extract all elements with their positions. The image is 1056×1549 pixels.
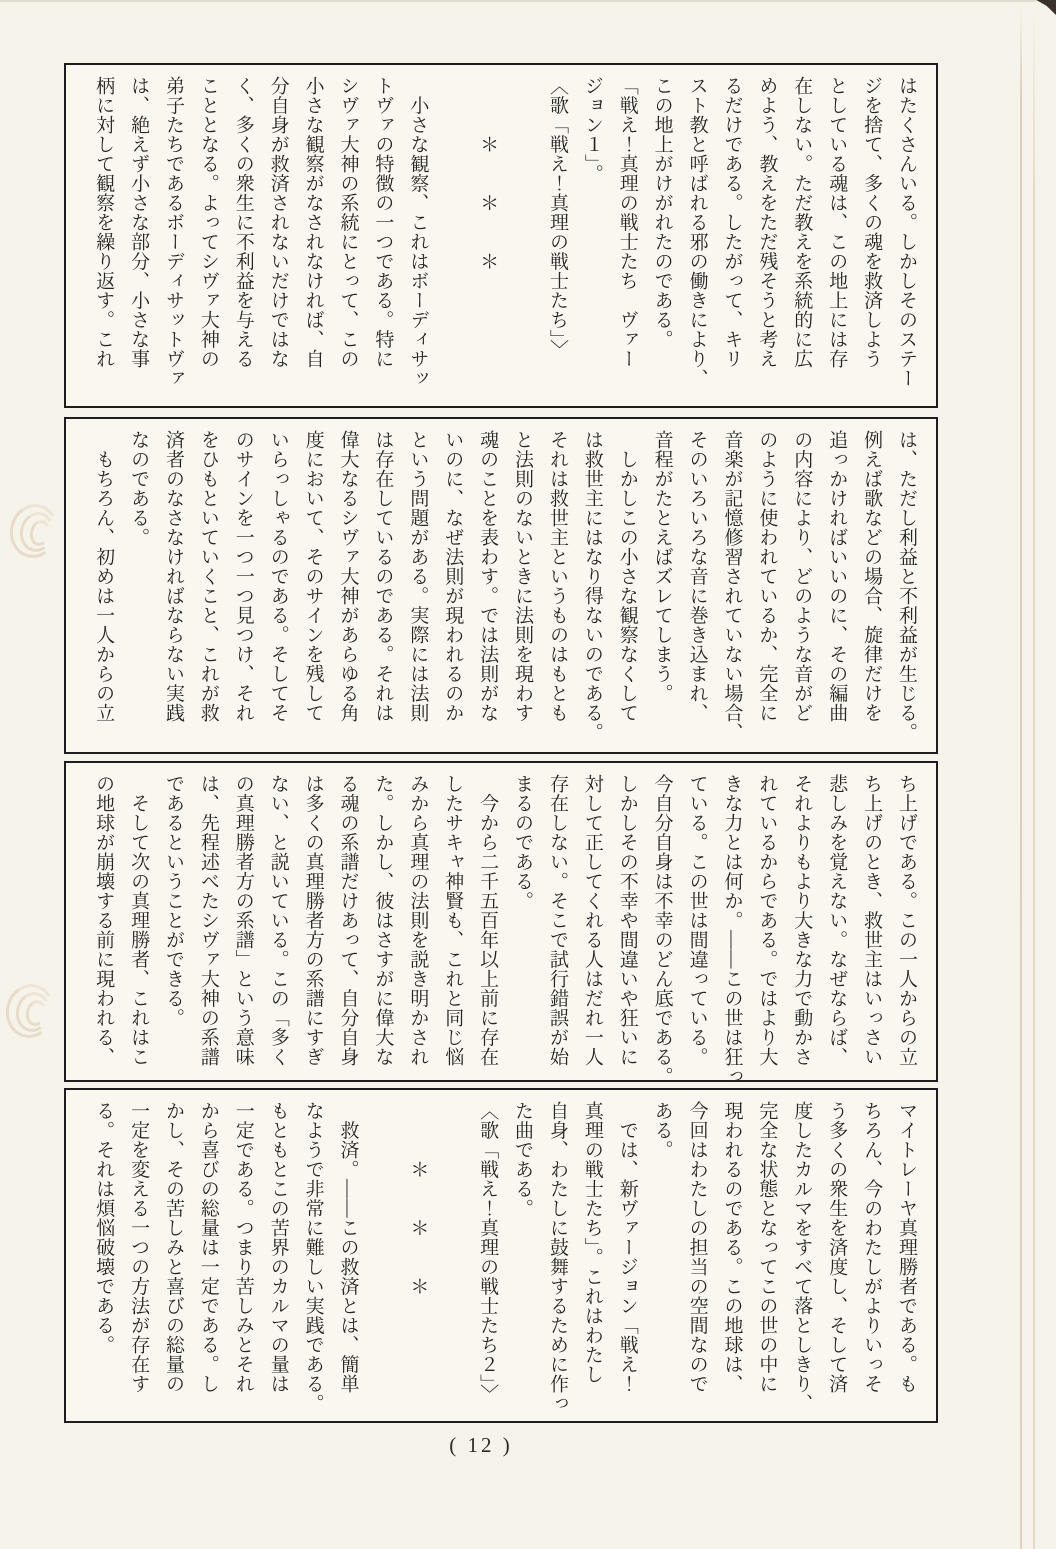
text-column: るだけである。したがって、キリ — [721, 76, 743, 369]
text-column: のように使われているか、完全に — [756, 430, 778, 723]
text-column: もともとこの苦界のカルマの量は — [267, 1101, 289, 1394]
text-column: ジを捨て、多くの魂を救済しよう — [861, 76, 883, 369]
text-column: スト教と呼ばれる邪の働きにより、 — [686, 76, 708, 388]
vertical-text-block — [66, 763, 936, 1086]
text-column: 現われるのである。この地球は、 — [721, 1101, 743, 1394]
text-column: ジョン１」。 — [581, 76, 603, 184]
text-column: ち上げのとき、救世主はいっさい — [861, 774, 883, 1067]
text-column: 度したカルマをすべて落としきり、 — [791, 1101, 813, 1413]
text-column: 小さな観察がなされなければ、自 — [302, 76, 324, 369]
text-column: きな力とは何か。――この世は狂っ — [721, 774, 743, 1086]
text-column: それは救世主というものはもとも — [546, 430, 568, 723]
text-column: ある。 — [651, 1101, 673, 1160]
text-column: る。それは煩悩破壊である。 — [93, 1101, 115, 1355]
text-column: のサインを一つ一つ見つけ、それ — [232, 430, 254, 723]
text-column: の地球が崩壊する前に現われる、 — [93, 774, 115, 1067]
text-column: シヴァ大神の系統にとって、この — [337, 76, 359, 369]
text-column: 済者のなさなければならない実践 — [162, 430, 184, 723]
text-column: ちろん、今のわたしがよりいっそ — [861, 1101, 883, 1394]
text-column: 〈歌「戦え！真理の戦士たち２」〉 — [477, 1101, 499, 1404]
text-column: 存在しない。そこで試行錯誤が始 — [546, 774, 568, 1067]
text-column: しかしその不幸や間違いや狂いに — [616, 774, 638, 1067]
text-column: 追っかければいいのに、その編曲 — [826, 430, 848, 723]
text-column: はたくさんいる。しかしそのステー — [896, 76, 917, 388]
text-column: 真理の戦士たち」。これはわたし — [581, 1101, 603, 1384]
text-column: こととなる。よってシヴァ大神の — [197, 76, 219, 369]
text-column: そして次の真理勝者、これはこ — [128, 774, 150, 1067]
vertical-text-block — [66, 1090, 936, 1421]
text-column: 今回はわたしの担当の空間なので — [686, 1101, 708, 1394]
text-column: 〈歌「戦え！真理の戦士たち」〉 — [546, 76, 568, 359]
text-column: なのである。 — [128, 430, 150, 547]
text-column: の内容により、どのような音がど — [791, 430, 813, 723]
text-column: と法則のないときに法則を現わす — [512, 430, 534, 723]
text-section-1 — [64, 63, 938, 408]
page-edge-line — [1020, 6, 1022, 1549]
text-column: る魂の系譜だけあって、自分自身 — [337, 774, 359, 1067]
text-column: 偉大なるシヴァ大神があらゆる角 — [337, 430, 359, 723]
text-column: 「戦え！真理の戦士たち ヴァー — [616, 76, 638, 369]
text-column: という問題がある。実際には法則 — [407, 430, 429, 723]
text-column: ＊ ＊ ＊ — [477, 76, 499, 271]
text-column: であるということができる。 — [162, 774, 184, 1028]
text-column: 救済。――この救済とは、簡単 — [337, 1101, 359, 1394]
text-column: したサキャ神賢も、これと同じ悩 — [442, 774, 464, 1067]
text-column: いらっしゃるのである。そしてそ — [267, 430, 289, 723]
text-column: なようで非常に難しい実践である。 — [302, 1101, 324, 1413]
text-column: は多くの真理勝者方の系譜にすぎ — [302, 774, 324, 1067]
binding-hole-mark — [4, 980, 56, 1042]
text-column: トヴァの特徴の一つである。特に — [372, 76, 394, 369]
text-column: 小さな観察、これはボーディサッ — [407, 76, 429, 388]
text-column: では、新ヴァージョン「戦え！ — [616, 1101, 638, 1394]
text-column: 今自分自身は不幸のどん底である。 — [651, 774, 673, 1086]
text-column: 今から二千五百年以上前に存在 — [477, 774, 499, 1067]
text-column: の真理勝者方の系譜」という意味 — [232, 774, 254, 1067]
text-section-2 — [64, 417, 938, 754]
text-column: う多くの衆生を済度し、そして済 — [826, 1101, 848, 1394]
text-column: みから真理の法則を説き明かされ — [407, 774, 429, 1067]
text-column: 音程がたとえばズレてしまう。 — [651, 430, 673, 703]
vertical-text-block — [66, 419, 936, 752]
text-column: れているからである。ではより大 — [756, 774, 778, 1067]
text-column — [434, 76, 469, 400]
text-column: ない、と説いている。この「多く — [267, 774, 289, 1067]
scan-corner-shadow — [1032, 0, 1056, 15]
vertical-text-block — [66, 65, 936, 406]
text-column: 柄に対して観察を繰り返す。これ — [93, 76, 115, 369]
text-column: 弟子たちであるボーディサットヴァ — [162, 76, 184, 388]
text-column: は、先程述べたシヴァ大神の系譜 — [197, 774, 219, 1067]
text-column: から喜びの総量は一定である。し — [197, 1101, 219, 1394]
text-column: 完全な状態となってこの世の中に — [756, 1101, 778, 1394]
text-section-4 — [64, 1088, 938, 1423]
text-column: 音楽が記憶修習されていない場合、 — [721, 430, 743, 742]
text-column: ている。この世は間違っている。 — [686, 774, 708, 1067]
text-column — [504, 76, 539, 400]
text-column: ち上げである。この一人からの立 — [896, 774, 917, 1067]
text-column: は、ただし利益と不利益が生じる。 — [896, 430, 917, 742]
text-column: は、絶えず小さな部分、小さな事 — [128, 76, 150, 369]
text-column: は救世主にはなり得ないのである。 — [581, 430, 603, 742]
text-column: をひもといていくこと、これが救 — [197, 430, 219, 723]
text-column: そのいろいろな音に巻き込まれ、 — [686, 430, 708, 723]
text-column — [365, 1101, 400, 1415]
text-column: 一定である。つまり苦しみとそれ — [232, 1101, 254, 1394]
text-column: 自身、わたしに鼓舞するために作っ — [546, 1101, 568, 1413]
text-column: めよう、教えをただ残そうと考え — [756, 76, 778, 369]
text-column: ＊ ＊ ＊ — [407, 1101, 429, 1296]
text-column: 悲しみを覚えない。なぜならば、 — [826, 774, 848, 1067]
text-column: 度において、そのサインを残して — [302, 430, 324, 723]
text-column: この地上がけがれたのである。 — [651, 76, 673, 349]
text-column: 一定を変える一つの方法が存在す — [128, 1101, 150, 1394]
text-column: た。しかし、彼はさすがに偉大な — [372, 774, 394, 1067]
text-column: は存在しているのである。それは — [372, 430, 394, 723]
text-column: た曲である。 — [512, 1101, 534, 1218]
text-column: マイトレーヤ真理勝者である。も — [896, 1101, 917, 1394]
text-column: もちろん、初めは一人からの立 — [93, 430, 115, 723]
scan-top-edge-shadow — [0, 0, 1036, 2]
text-column: く、多くの衆生に不利益を与える — [232, 76, 254, 369]
text-column: としている魂は、この地上には存 — [826, 76, 848, 369]
page-edge-line — [1033, 6, 1035, 1549]
text-column: かし、その苦しみと喜びの総量の — [162, 1101, 184, 1394]
text-column: 魂のことを表わす。では法則がな — [477, 430, 499, 723]
binding-hole-mark — [8, 500, 60, 562]
text-column: いのに、なぜ法則が現われるのか — [442, 430, 464, 723]
text-column: それよりもより大きな力で動かさ — [791, 774, 813, 1067]
text-column — [434, 1101, 469, 1415]
text-column: 分自身が救済されないだけではな — [267, 76, 289, 369]
text-column: 対して正してくれる人はだれ一人 — [581, 774, 603, 1067]
text-column: まるのである。 — [512, 774, 534, 911]
text-column: 在しない。ただ教えを系統的に広 — [791, 76, 813, 369]
text-section-3 — [64, 761, 938, 1086]
text-column: しかしこの小さな観察なくして — [616, 430, 638, 723]
page-number: ( 12 ) — [449, 1433, 513, 1457]
text-column: 例えば歌などの場合、旋律だけを — [861, 430, 883, 723]
